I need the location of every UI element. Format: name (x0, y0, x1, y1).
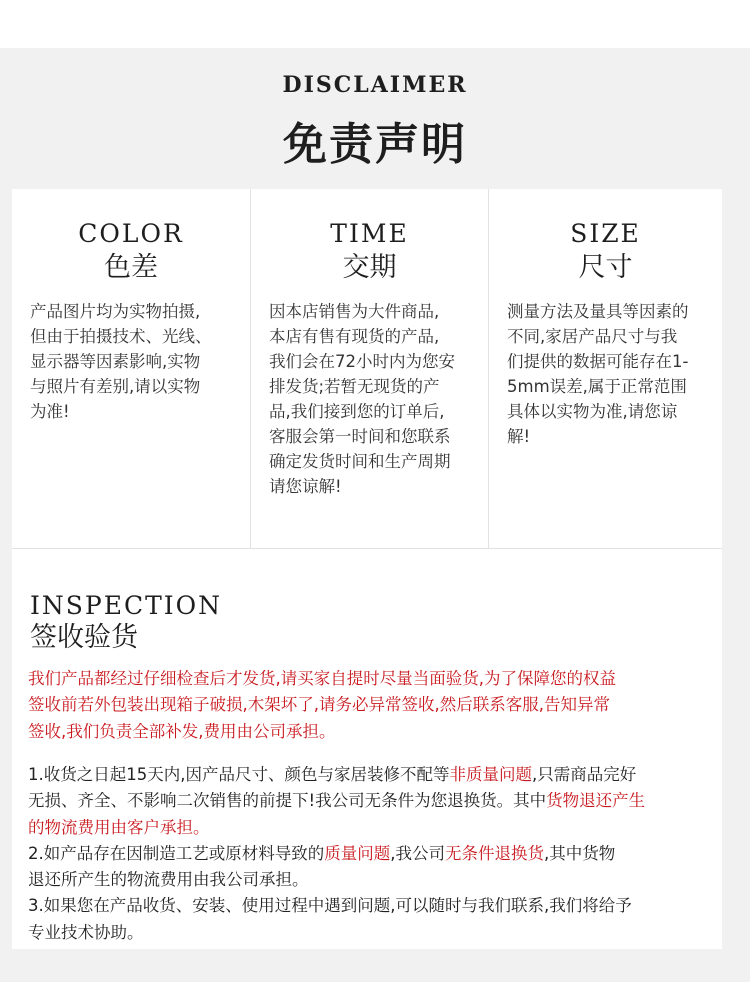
text-line: 显示器等因素影响,实物 (30, 352, 201, 371)
text-line: 不同,家居产品尺寸与我 (507, 327, 678, 346)
term-text: 2.如产品存在因制造工艺或原材料导致的 (28, 843, 325, 863)
text-line: 确定发货时间和生产周期 (269, 452, 451, 471)
text-line: 具体以实物为准,请您谅 (507, 402, 678, 421)
term-2-line-2: 退还所产生的物流费用由我公司承担。 (28, 870, 309, 890)
color-column (12, 189, 250, 549)
text-line: 排发货;若暂无现货的产 (269, 377, 440, 396)
term-highlight: 非质量问题 (449, 765, 532, 784)
term-1-line-3: 的物流费用由客户承担。 (28, 817, 210, 837)
inspection-title-en: INSPECTION (30, 591, 222, 620)
text-line: 产品图片均为实物拍摄, (30, 302, 201, 321)
color-text (30, 299, 240, 424)
notice-line: 签收,我们负责全部补发,费用由公司承担。 (28, 721, 336, 741)
text-line: 本店有售有现货的产品, (269, 327, 440, 346)
text-line: 测量方法及量具等因素的 (507, 302, 689, 321)
time-text (269, 299, 478, 499)
term-1-line-2 (28, 788, 718, 814)
size-column (488, 189, 722, 549)
color-title-en: COLOR (78, 219, 184, 248)
text-line: 为准! (30, 402, 70, 421)
text-line: 因本店销售为大件商品, (269, 302, 440, 321)
text-line: 但由于拍摄技术、光线、 (30, 327, 212, 346)
text-line: 我们会在72小时内为您安 (269, 352, 455, 371)
info-columns (12, 189, 722, 549)
notice-line: 签收前若外包装出现箱子破损,木架坏了,请务必异常签收,然后联系客服,告知异常 (28, 695, 610, 715)
text-line: 客服会第一时间和您联系 (269, 427, 451, 446)
inspection-notice (28, 666, 718, 745)
term-1-line-1 (28, 762, 718, 788)
disclaimer-title-en: DISCLAIMER (282, 72, 468, 98)
time-title-cn: 交期 (342, 252, 397, 283)
notice-line: 我们产品都经过仔细检查后才发货,请买家自提时尽量当面验货,为了保障您的权益 (28, 669, 616, 688)
term-3-line-2: 专业技术协助。 (28, 922, 144, 942)
color-title-cn: 色差 (104, 252, 158, 283)
size-title-en: SIZE (570, 219, 641, 248)
text-line: 品,我们接到您的订单后, (269, 402, 445, 421)
term-2-line-1 (28, 841, 718, 867)
disclaimer-title-cn: 免责声明 (283, 119, 467, 170)
time-title-en: TIME (330, 219, 409, 248)
term-text: ,只需商品完好 (531, 765, 637, 784)
text-line: 解! (507, 427, 531, 446)
term-highlight: 质量问题 (324, 843, 391, 863)
term-text: 无损、齐全、不影响二次销售的前提下!我公司无条件为您退换货。其中 (28, 791, 547, 811)
term-text: ,我公司 (390, 843, 445, 863)
disclaimer-card (12, 189, 722, 949)
text-line: 请您谅解! (269, 477, 342, 496)
text-line: 5mm误差,属于正常范围 (507, 377, 687, 396)
size-text (507, 299, 712, 449)
inspection-terms (28, 762, 718, 946)
time-column (250, 189, 488, 549)
term-text: ,其中货物 (544, 843, 616, 863)
term-3-line-1: 3.如果您在产品收货、安装、使用过程中遇到问题,可以随时与我们联系,我们将给予 (28, 896, 632, 916)
text-line: 们提供的数据可能存在1- (507, 352, 689, 371)
size-title-cn: 尺寸 (578, 252, 633, 283)
text-line: 与照片有差别,请以实物 (30, 377, 201, 396)
term-highlight: 无条件退换货 (445, 843, 544, 863)
term-text: 1.收货之日起15天内,因产品尺寸、颜色与家居装修不配等 (28, 765, 450, 784)
term-highlight: 货物退还产生 (546, 791, 646, 811)
inspection-title-cn: 签收验货 (30, 622, 138, 653)
